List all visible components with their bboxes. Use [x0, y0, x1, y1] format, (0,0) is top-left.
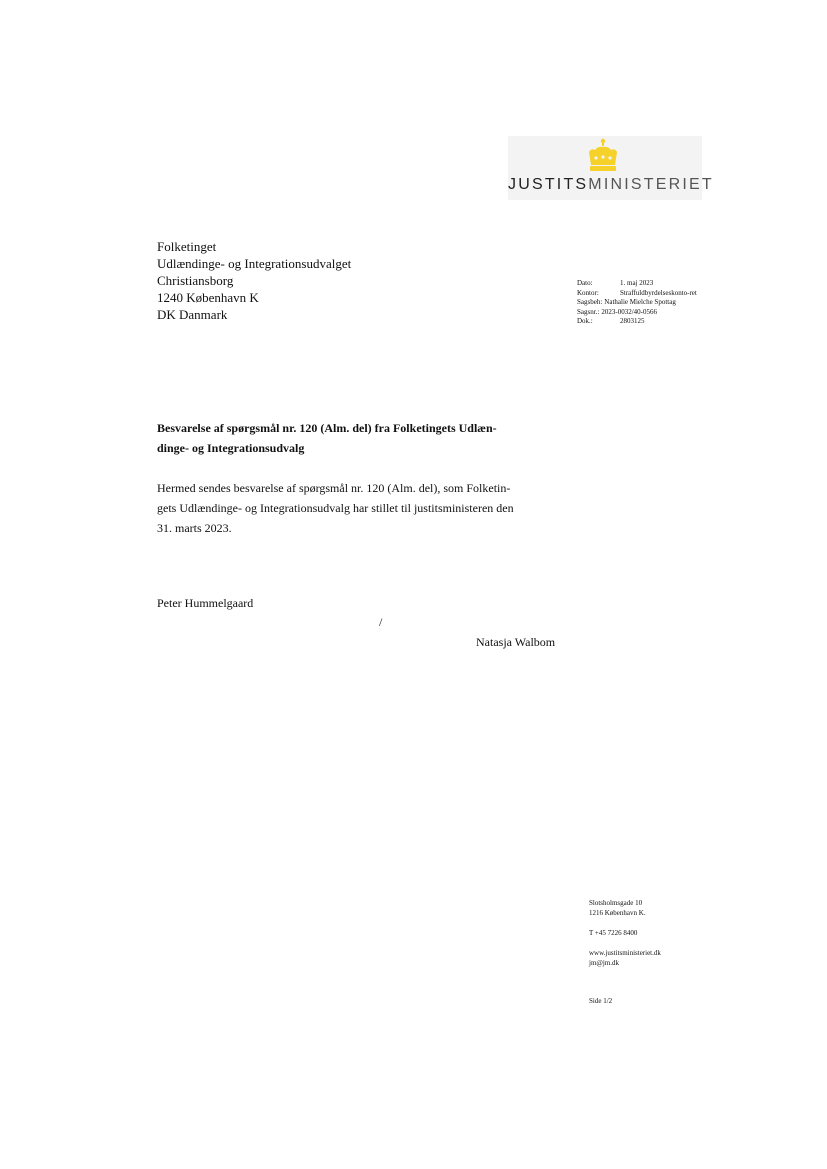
- meta-caseno-value: 2023-0032/40-0566: [601, 307, 657, 316]
- address-city: 1216 København K.: [589, 909, 646, 917]
- meta-office-label: Kontor:: [577, 288, 599, 297]
- address-phone: T +45 7226 8400: [589, 929, 638, 937]
- address-spacer: [589, 938, 661, 948]
- letter-paragraph: Hermed sendes besvarelse af spørgsmål nr. 120 (Alm. del), som Folketin-gets Udlændinge- og Integrationsudvalg har stillet til justitsministeren den 31. marts 2023.: [157, 481, 514, 535]
- recipient-line: Christiansborg: [157, 273, 234, 288]
- meta-office: [577, 289, 706, 299]
- meta-caseworker-label: Sagsbeh:: [577, 298, 603, 307]
- page-number: Side 1/2: [589, 997, 613, 1005]
- co-signatory-name: Natasja Walbom: [476, 635, 556, 649]
- signature-separator: /: [379, 615, 383, 629]
- address-street: Slotsholmsgade 10: [589, 899, 643, 907]
- address-spacer: [589, 918, 661, 928]
- meta-date: [577, 279, 706, 289]
- meta-date-label: Dato:: [577, 279, 593, 287]
- recipient-line: Folketinget: [157, 239, 217, 254]
- meta-doc: [577, 317, 706, 327]
- meta-caseno: [577, 308, 706, 318]
- meta-office-value: Straffuldbyrdelseskonto-ret: [620, 288, 697, 297]
- meta-caseno-label: Sagsnr.:: [577, 307, 600, 316]
- logo-wordmark: [508, 176, 714, 194]
- crown-icon: [583, 138, 623, 174]
- signatory-name: Peter Hummelgaard: [157, 596, 254, 610]
- sender-address: [589, 898, 661, 968]
- justitsministeriet-logo: [508, 136, 714, 200]
- meta-doc-value: 2803125: [620, 317, 645, 326]
- meta-caseworker: [577, 298, 706, 308]
- logo-word-part1: JUSTITS: [508, 176, 589, 193]
- recipient-line: DK Danmark: [157, 307, 228, 322]
- address-web: www.justitsministeriet.dk: [589, 949, 661, 957]
- letter-subject: Besvarelse af spørgsmål nr. 120 (Alm. del) fra Folketingets Udlæn-dinge- og Integrationsudvalg: [157, 421, 497, 455]
- logo-word-part2: MINISTERIET: [588, 176, 714, 193]
- recipient-address: [157, 238, 351, 323]
- meta-caseworker-value: Nathalie Mielche Spottag: [604, 298, 676, 307]
- recipient-line: 1240 København K: [157, 290, 259, 305]
- meta-doc-label: Dok.:: [577, 317, 593, 326]
- recipient-line: Udlændinge- og Integrationsudvalget: [157, 256, 352, 271]
- meta-date-value: 1. maj 2023: [620, 279, 654, 287]
- address-email: jm@jm.dk: [589, 959, 619, 967]
- document-meta: [577, 279, 706, 327]
